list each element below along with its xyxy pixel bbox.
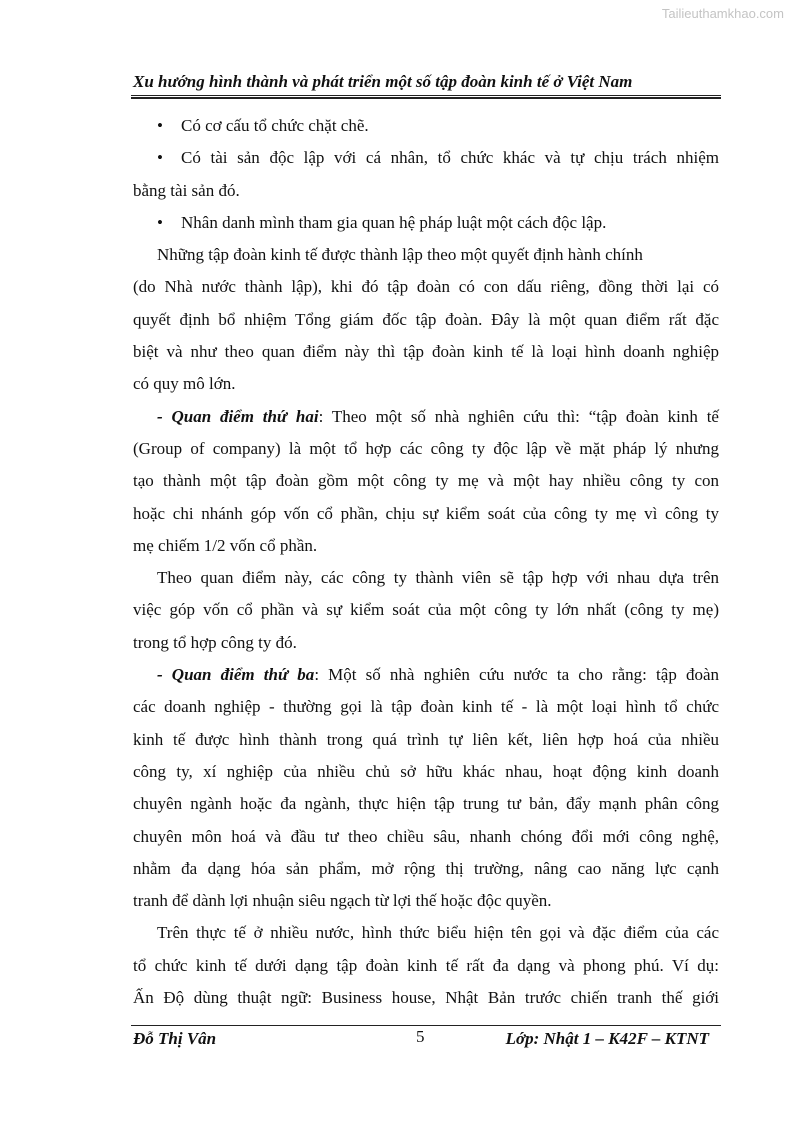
para-line: hoặc chi nhánh góp vốn cổ phần, chịu sự kiểm soát của công ty mẹ vì công ty — [133, 503, 719, 523]
para-line: công ty, xí nghiệp của nhiều chủ sở hữu khác nhau, hoạt động kinh doanh — [133, 761, 719, 781]
para-line: nhằm đa dạng hóa sản phẩm, mở rộng thị trường, nâng cao năng lực cạnh — [133, 858, 719, 878]
bullet-dot: • — [157, 212, 163, 232]
running-footer — [133, 1029, 719, 1053]
para-line: việc góp vốn cổ phần và sự kiểm soát của một công ty lớn nhất (công ty mẹ) — [133, 600, 719, 620]
para-line: biệt và như theo quan điểm này thì tập đoàn kinh tế là loại hình doanh nghiệp — [133, 342, 719, 362]
footer-rule — [131, 1025, 721, 1026]
paragraph — [133, 239, 719, 400]
bullet-dot: • — [157, 148, 163, 168]
bullet-item — [133, 142, 719, 207]
heading-inline: - Quan điểm thứ hai — [157, 406, 319, 426]
paragraph — [133, 917, 719, 1014]
bullet-item — [133, 110, 719, 142]
class-info: Lớp: Nhật 1 – K42F – KTNT — [505, 1029, 709, 1048]
bullet-item — [133, 207, 719, 239]
para-line: Ấn Độ dùng thuật ngữ: Business house, Nhật Bản trước chiến tranh thế giới — [133, 988, 719, 1008]
para-line: Trên thực tế ở nhiều nước, hình thức biểu hiện tên gọi và đặc điểm của các — [157, 923, 719, 943]
para-line: trong tổ hợp công ty đó. — [133, 632, 297, 652]
para-line: các doanh nghiệp - thường gọi là tập đoàn kinh tế - là một loại hình tổ chức — [133, 697, 719, 717]
paragraph — [133, 562, 719, 659]
header-rule — [131, 95, 721, 99]
para-line: kinh tế được hình thành trong quá trình tự liên kết, liên hợp hoá của nhiều — [133, 729, 719, 749]
watermark: Tailieuthamkhao.com — [661, 6, 784, 21]
paragraph — [133, 401, 719, 562]
bullet-text: bằng tài sản đó. — [133, 180, 240, 200]
para-line: : Một số nhà nghiên cứu nước ta cho rằng: tập đoàn — [314, 665, 720, 685]
para-line: tạo thành một tập đoàn gồm một công ty mẹ và một hay nhiều công ty con — [133, 471, 719, 491]
bullet-dot: • — [157, 116, 163, 135]
para-line: mẹ chiếm 1/2 vốn cổ phần. — [133, 535, 318, 555]
para-line: có quy mô lớn. — [133, 374, 236, 394]
para-line: chuyên ngành hoặc đa ngành, thực hiện tập trung tư bản, đẩy mạnh phân công — [133, 794, 719, 814]
para-line: : Theo một số nhà nghiên cứu thì: “tập đoàn kinh tế — [318, 406, 719, 426]
para-line: chuyên môn hoá và đầu tư theo chiều sâu, nhanh chóng đổi mới công nghệ, — [133, 826, 719, 846]
paragraph — [133, 659, 719, 917]
heading-inline: - Quan điểm thứ ba — [157, 665, 315, 685]
para-line: (do Nhà nước thành lập), khi đó tập đoàn có con dấu riêng, đồng thời lại có — [133, 277, 719, 297]
para-line: Theo quan điểm này, các công ty thành viên sẽ tập hợp với nhau dựa trên — [157, 568, 719, 588]
bullet-text: Có cơ cấu tổ chức chặt chẽ. — [181, 116, 369, 135]
page-number: 5 — [416, 1027, 425, 1046]
bullet-text: Nhân danh mình tham gia quan hệ pháp luật một cách độc lập. — [181, 212, 607, 232]
para-line: tranh để dành lợi nhuận siêu ngạch từ lợi thế hoặc độc quyền. — [133, 891, 552, 911]
para-line: tổ chức kinh tế dưới dạng tập đoàn kinh tế rất đa dạng và phong phú. Ví dụ: — [133, 955, 719, 975]
author-name: Đỗ Thị Vân — [133, 1029, 217, 1048]
para-line: Những tập đoàn kinh tế được thành lập theo một quyết định hành chính — [157, 245, 643, 265]
page-body — [133, 110, 719, 1014]
para-line: quyết định bổ nhiệm Tổng giám đốc tập đoàn. Đây là một quan điểm rất đặc — [133, 309, 719, 329]
bullet-text: Có tài sản độc lập với cá nhân, tổ chức khác và tự chịu trách nhiệm — [181, 148, 719, 168]
running-header: Xu hướng hình thành và phát triển một số tập đoàn kinh tế ở Việt Nam — [133, 72, 633, 91]
para-line: (Group of company) là một tổ hợp các công ty độc lập về mặt pháp lý nhưng — [133, 438, 719, 458]
